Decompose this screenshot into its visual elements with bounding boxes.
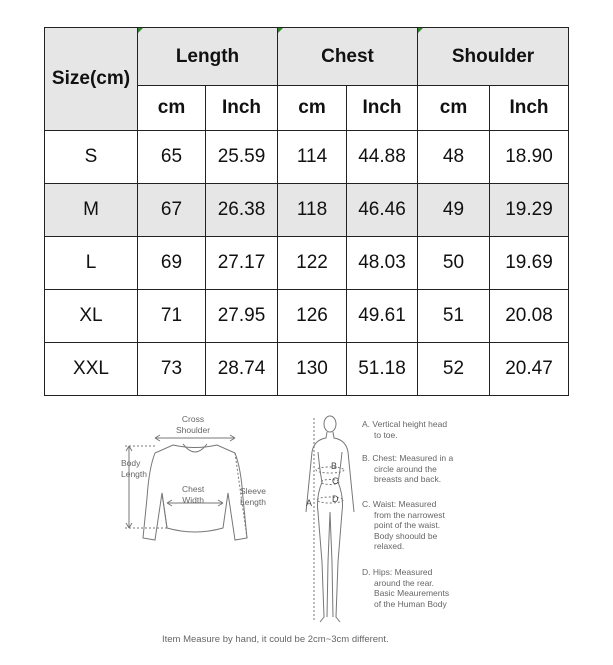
note-c: C. Waist: Measured from the narrowest point of the waist. Body shoould be relaxed.	[362, 499, 445, 551]
table-cell: 114	[278, 131, 347, 184]
table-cell: 71	[138, 290, 206, 343]
size-chart-table	[44, 27, 569, 396]
cross-shoulder-label: Cross Shoulder	[176, 414, 211, 435]
length-header: Length	[138, 28, 278, 86]
table-cell: 46.46	[347, 184, 418, 237]
table-row	[45, 237, 569, 290]
unit-header: Inch	[206, 86, 278, 131]
table-cell: 28.74	[206, 343, 278, 396]
sleeve-length-label: Sleeve Length	[240, 486, 266, 507]
marker-c: C	[332, 476, 339, 486]
table-cell: 48.03	[347, 237, 418, 290]
cell-corner-mark	[418, 28, 423, 33]
table-cell: 26.38	[206, 184, 278, 237]
note-d: D. Hips: Measured around the rear. Basic Meaurements of the Human Body	[362, 567, 450, 609]
table-cell: 25.59	[206, 131, 278, 184]
unit-header: cm	[278, 86, 347, 131]
table-row	[45, 131, 569, 184]
table-cell: 48	[418, 131, 490, 184]
table-cell: 51.18	[347, 343, 418, 396]
cell-corner-mark	[278, 28, 283, 33]
measurement-footnote: Item Measure by hand, it could be 2cm~3cm different.	[162, 634, 389, 645]
table-cell: 122	[278, 237, 347, 290]
unit-header: cm	[418, 86, 490, 131]
unit-header: Inch	[490, 86, 569, 131]
table-cell: 49.61	[347, 290, 418, 343]
size-cell: XXL	[45, 343, 138, 396]
body-length-label: Body Length	[121, 458, 147, 479]
table-cell: 44.88	[347, 131, 418, 184]
marker-a: A	[306, 498, 313, 508]
size-cell: XL	[45, 290, 138, 343]
unit-header: Inch	[347, 86, 418, 131]
table-cell: 126	[278, 290, 347, 343]
table-cell: 73	[138, 343, 206, 396]
table-cell: 69	[138, 237, 206, 290]
marker-b: B	[331, 461, 338, 471]
shoulder-header: Shoulder	[418, 28, 569, 86]
table-cell: 18.90	[490, 131, 569, 184]
cell-corner-mark	[138, 28, 143, 33]
table-cell: 19.29	[490, 184, 569, 237]
marker-d: D	[332, 494, 339, 504]
size-cell: M	[45, 184, 138, 237]
table-row	[45, 290, 569, 343]
size-cell: L	[45, 237, 138, 290]
chest-width-label: Chest Width	[182, 484, 205, 505]
human-body-diagram	[300, 412, 360, 627]
size-cell: S	[45, 131, 138, 184]
table-cell: 67	[138, 184, 206, 237]
table-row	[45, 184, 569, 237]
table-cell: 130	[278, 343, 347, 396]
table-cell: 50	[418, 237, 490, 290]
size-header: Size(cm)	[45, 28, 138, 131]
chest-header: Chest	[278, 28, 418, 86]
table-cell: 65	[138, 131, 206, 184]
note-a: A. Vertical height head to toe.	[362, 419, 448, 440]
table-row	[45, 343, 569, 396]
note-b: B. Chest: Measured in a circle around the breasts and back.	[362, 453, 454, 484]
table-cell: 49	[418, 184, 490, 237]
table-cell: 118	[278, 184, 347, 237]
table-cell: 20.08	[490, 290, 569, 343]
table-cell: 19.69	[490, 237, 569, 290]
table-cell: 52	[418, 343, 490, 396]
table-cell: 20.47	[490, 343, 569, 396]
table-cell: 51	[418, 290, 490, 343]
table-cell: 27.95	[206, 290, 278, 343]
unit-header: cm	[138, 86, 206, 131]
table-cell: 27.17	[206, 237, 278, 290]
